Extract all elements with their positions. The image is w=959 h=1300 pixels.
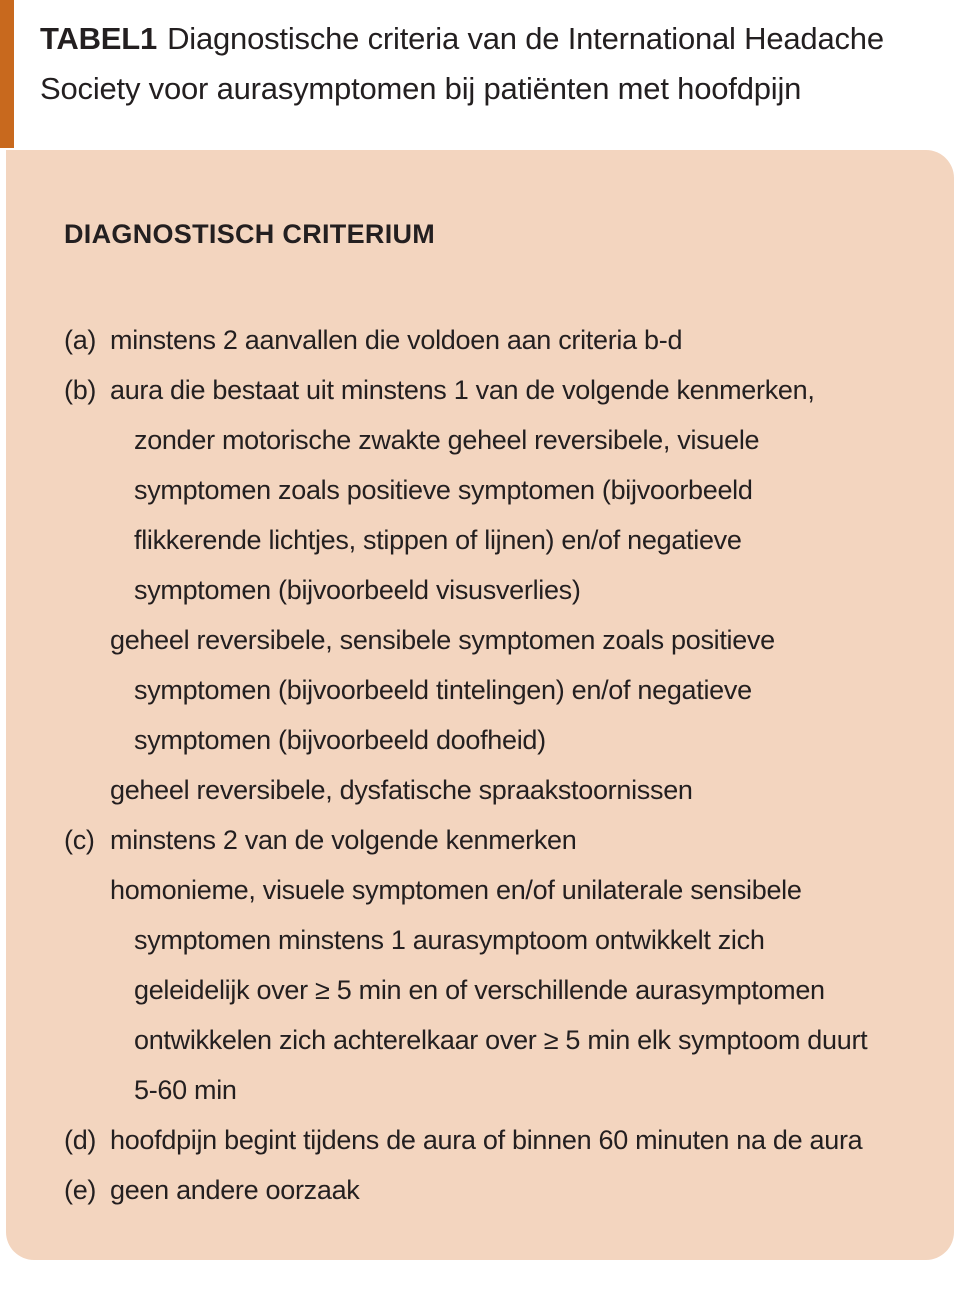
criterion-b-sub-item: [64, 765, 944, 815]
criterion-text: geheel reversibele, sensibele symptomen zoals positieve: [110, 625, 775, 655]
criterion-b-sub-line: [64, 415, 944, 465]
criterion-marker: (d): [64, 1125, 97, 1155]
criterion-c: [64, 815, 944, 865]
criterion-marker: (c): [64, 825, 95, 855]
criteria-table: [6, 150, 954, 1260]
criterion-marker: (e): [64, 1175, 97, 1205]
criterion-text: aura die bestaat uit minstens 1 van de volgende kenmerken,: [110, 375, 815, 405]
criterion-d: [64, 1115, 944, 1165]
table-label: TABEL1: [40, 21, 158, 56]
criterion-text: symptomen minstens 1 aurasymptoom ontwikkelt zich: [134, 925, 765, 955]
criteria-list: [64, 315, 944, 1215]
criterion-text: hoofdpijn begint tijdens de aura of binnen 60 minuten na de aura: [110, 1125, 863, 1155]
criterion-text: symptomen (bijvoorbeeld visusverlies): [134, 575, 581, 605]
criterion-c-sub-line: [64, 1015, 944, 1065]
caption-accent-bar: [0, 0, 14, 148]
criterion-text: homonieme, visuele symptomen en/of unilaterale sensibele: [110, 875, 802, 905]
criterion-b-sub-line: [64, 665, 944, 715]
criterion-b-sub-line: [64, 515, 944, 565]
criterion-b-sub-item: [64, 615, 944, 665]
column-header: DIAGNOSTISCH CRITERIUM: [64, 219, 436, 249]
criterion-text: symptomen (bijvoorbeeld doofheid): [134, 725, 546, 755]
caption-title-line-1: Diagnostische criteria van de International Headache: [167, 21, 884, 56]
criterion-b-sub-line: [64, 715, 944, 765]
criterion-text: minstens 2 van de volgende kenmerken: [110, 825, 577, 855]
criterion-c-sub-line: [64, 1065, 944, 1115]
criterion-a: [64, 315, 944, 365]
caption-title-line-2: Society voor aurasymptomen bij patiënten met hoofdpijn: [40, 71, 802, 106]
criterion-c-sub-item: [64, 865, 944, 915]
criterion-text: minstens 2 aanvallen die voldoen aan criteria b-d: [110, 325, 683, 355]
criterion-marker: (b): [64, 375, 97, 405]
criterion-text: geheel reversibele, dysfatische spraakstoornissen: [110, 775, 693, 805]
caption-line-1: [40, 14, 940, 64]
criterion-text: 5-60 min: [134, 1075, 237, 1105]
criterion-b-sub-line: [64, 465, 944, 515]
table-caption: [40, 14, 940, 114]
criterion-text: geleidelijk over ≥ 5 min en of verschillende aurasymptomen: [134, 975, 825, 1005]
criterion-text: ontwikkelen zich achterelkaar over ≥ 5 min elk symptoom duurt: [134, 1025, 868, 1055]
criterion-text: geen andere oorzaak: [110, 1175, 360, 1205]
criterion-c-sub-line: [64, 915, 944, 965]
criterion-b: [64, 365, 944, 415]
criterion-text: zonder motorische zwakte geheel reversibele, visuele: [134, 425, 760, 455]
criterion-marker: (a): [64, 325, 97, 355]
criterion-c-sub-line: [64, 965, 944, 1015]
criterion-text: symptomen zoals positieve symptomen (bijvoorbeeld: [134, 475, 753, 505]
criterion-b-sub-line: [64, 565, 944, 615]
criterion-e: [64, 1165, 944, 1215]
criterion-text: flikkerende lichtjes, stippen of lijnen) en/of negatieve: [134, 525, 742, 555]
criterion-text: symptomen (bijvoorbeeld tintelingen) en/of negatieve: [134, 675, 752, 705]
